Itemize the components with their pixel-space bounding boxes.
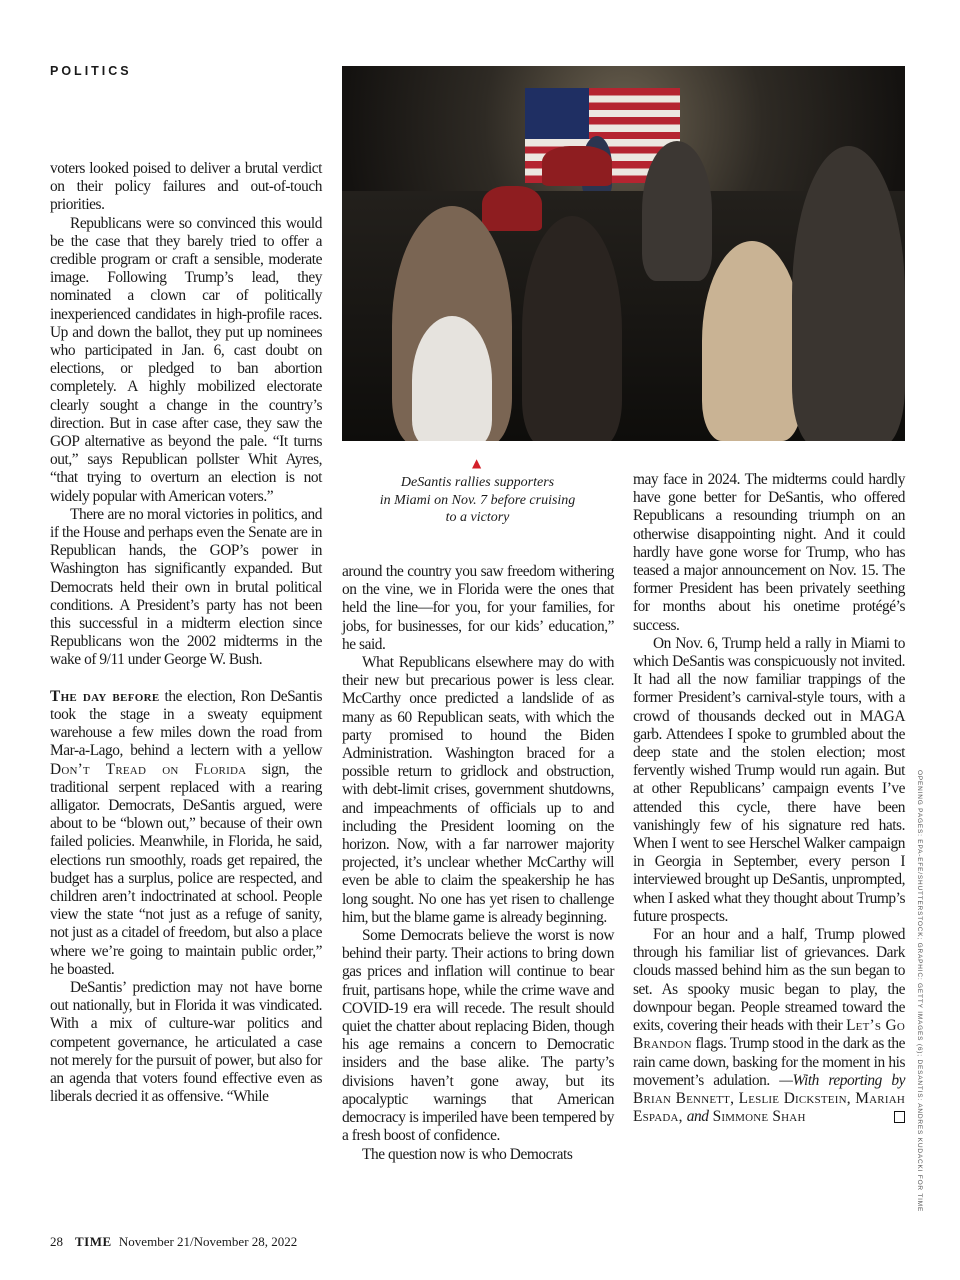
photo-caption [350, 474, 605, 527]
page-footer [50, 1234, 297, 1250]
paragraph: Republicans were so convinced this would be the case that they barely tried to offer a credible program or craft a sensible, moderate image. Following Trump’s lead, they nominated a clown car of politically inexperienced candidates in high-profile races. Up and down the ballot, they put up nominees who participated in Jan. 6, cast doubt on elections, or pledged to ban abortion completely. A highly mobilized electorate clearly sought a change in the country’s direction. But in case after case, they saw the GOP alternative as beyond the pale. “It turns out,” says Republican pollster Whit Ayres, “that trying to overturn an election is not widely popular with American voters.” [50, 214, 322, 505]
caret-up-icon: ▲ [472, 456, 482, 470]
paragraph [50, 688, 322, 979]
caption-line: in Miami on Nov. 7 before cruising [379, 492, 576, 508]
paragraph: voters looked poised to deliver a brutal verdict on their policy failures and out-of-touch priorities. [50, 160, 322, 214]
paragraph: The question now is who Democrats [362, 1145, 573, 1163]
text: the election, Ron DeSantis took the stage in a sweaty equipment warehouse a few miles down the road from Mar-a-Lago, behind a lectern with a yellow [50, 687, 322, 760]
reporter-names: Brian Bennett, Leslie Dickstein, Mariah Espada, [633, 1089, 905, 1126]
paragraph: DeSantis’ prediction may not have borne out nationally, but in Florida it was vindicated. With a mix of culture-war politics and competent governance, he articulated a case not merely for the pursuit of power, but also for an agenda that voters found effective even as liberals decried it as offensive. “While [50, 978, 322, 1106]
paragraph: There are no moral victories in politics, and if the House and perhaps even the Senate are in Republican hands, the GOP’s power in Washington has significantly expanded. But Democrats held their own in brutal political conditions. A President’s party has not been this successful in a midterm election since Republicans won the 2002 midterms in the wake of 9/11 under George W. Bush. [50, 505, 322, 669]
column-3 [633, 471, 905, 1126]
column-2 [342, 563, 614, 1164]
magazine-name: TIME [75, 1234, 112, 1249]
text: and [686, 1108, 709, 1126]
text: flags. Trump stood in the dark as the rain came down, basking for the moment in his movement’s adulation. [633, 1035, 905, 1089]
caption-line: DeSantis rallies supporters [400, 475, 555, 490]
text: sign, the traditional serpent replaced with a rearing alligator. Democrats, DeSantis argued, were about to be “blown out,” because of their own failed policies. Meanwhile, in Florida, he said, elections run smoothly, roads get repaired, the budget has a surplus, police are respected, and children aren’t indoctrinated at school. People view the state “not just as a refuge of sanity, not just as a citadel of freedom, but also a place where we’re going to maintain public order,” he boasted. [50, 760, 322, 978]
end-square-icon [894, 1111, 905, 1123]
paragraph: may face in 2024. The midterms could hardly have gone better for DeSantis, who offered Republicans a resounding triumph on an otherwise disappointing night. And it could hardly have gone worse for Trump, who has teased a major announcement on Nov. 15. The former President has been privately seething for months about his onetime protégé’s success. [633, 471, 905, 634]
section-label: POLITICS [50, 64, 132, 78]
paragraph: around the country you saw freedom withering on the vine, we in Florida were the ones that held the line—for you, for your families, for jobs, for businesses, for our kids’ education,” he said. [342, 563, 614, 653]
paragraph [633, 926, 905, 1126]
sign-text: Don’t Tread on Florida [50, 760, 247, 778]
issue-date: November 21/November 28, 2022 [118, 1234, 298, 1249]
paragraph: Some Democrats believe the worst is now behind their party. Their actions to bring down gas prices and inflation will continue to bear fruit, partisans hope, while the crime wave and COVID-19 era will recede. The result should quiet the chatter about replacing Biden, though his age remains a concern to Democratic insiders and the base alike. The party’s divisions haven’t gone away, but its apocalyptic warnings that American democracy is imperiled have been tempered by a fresh boost of confidence. [342, 927, 614, 1145]
rally-photo [342, 66, 905, 441]
paragraph: On Nov. 6, Trump held a rally in Miami to which DeSantis was conspicuously not invited. It had all the now familiar trappings of the former President’s carnival-style tours, with a crowd of thousands decked out in MAGA garb. Attendees I spoke to grumbled about the deep state and the stolen election; most fervently wished Trump would run again. But at other Republicans’ campaign events I’ve attended this cycle, there have been vanishingly few of his signature red hats. When I went to see Herschel Walker campaign in Georgia in September, every person I interviewed brought up DeSantis, unprompted, when I asked what they thought about Trump’s future prospects. [633, 634, 905, 925]
reporter-names: Simmone Shah [708, 1108, 806, 1126]
paragraph: What Republicans elsewhere may do with their new but precarious power is less clear. McCarthy once predicted a landslide of as many as 60 Republican seats, with which the party promised to hound the Biden Administration. Washington braced for a possible return to gridlock and obstruction, with debt-limit crises, government shutdowns, and impeachments of officials up to and including the President looming on the horizon. Now, with a far narrower majority projected, it’s unclear whether McCarthy will even be able to claim the speakership he has long sought. No one has yet risen to challenge him, but the blame game is already beginning. [342, 654, 614, 926]
reporting-credit: —With reporting by [779, 1071, 905, 1089]
text: For an hour and a half, Trump plowed through his familiar list of grievances. Dark clouds massed behind him as the sun began to set. As spooky music began to play, the downpour began. People streamed toward the exits, covering their heads with their [633, 926, 905, 1035]
page-number: 28 [50, 1234, 63, 1249]
caption-line: to a victory [445, 510, 510, 525]
photo-credit: OPENING PAGES: EPA-EFE/SHUTTERSTOCK; GRAPHIC: GETTY IMAGES (6); DESANTIS: ANDRES KUDACKI FOR TIME [916, 770, 923, 1213]
column-1 [50, 160, 322, 1106]
flag-text: Let’s Go Brandon [633, 1017, 905, 1053]
lead-in: The day before [50, 687, 160, 705]
